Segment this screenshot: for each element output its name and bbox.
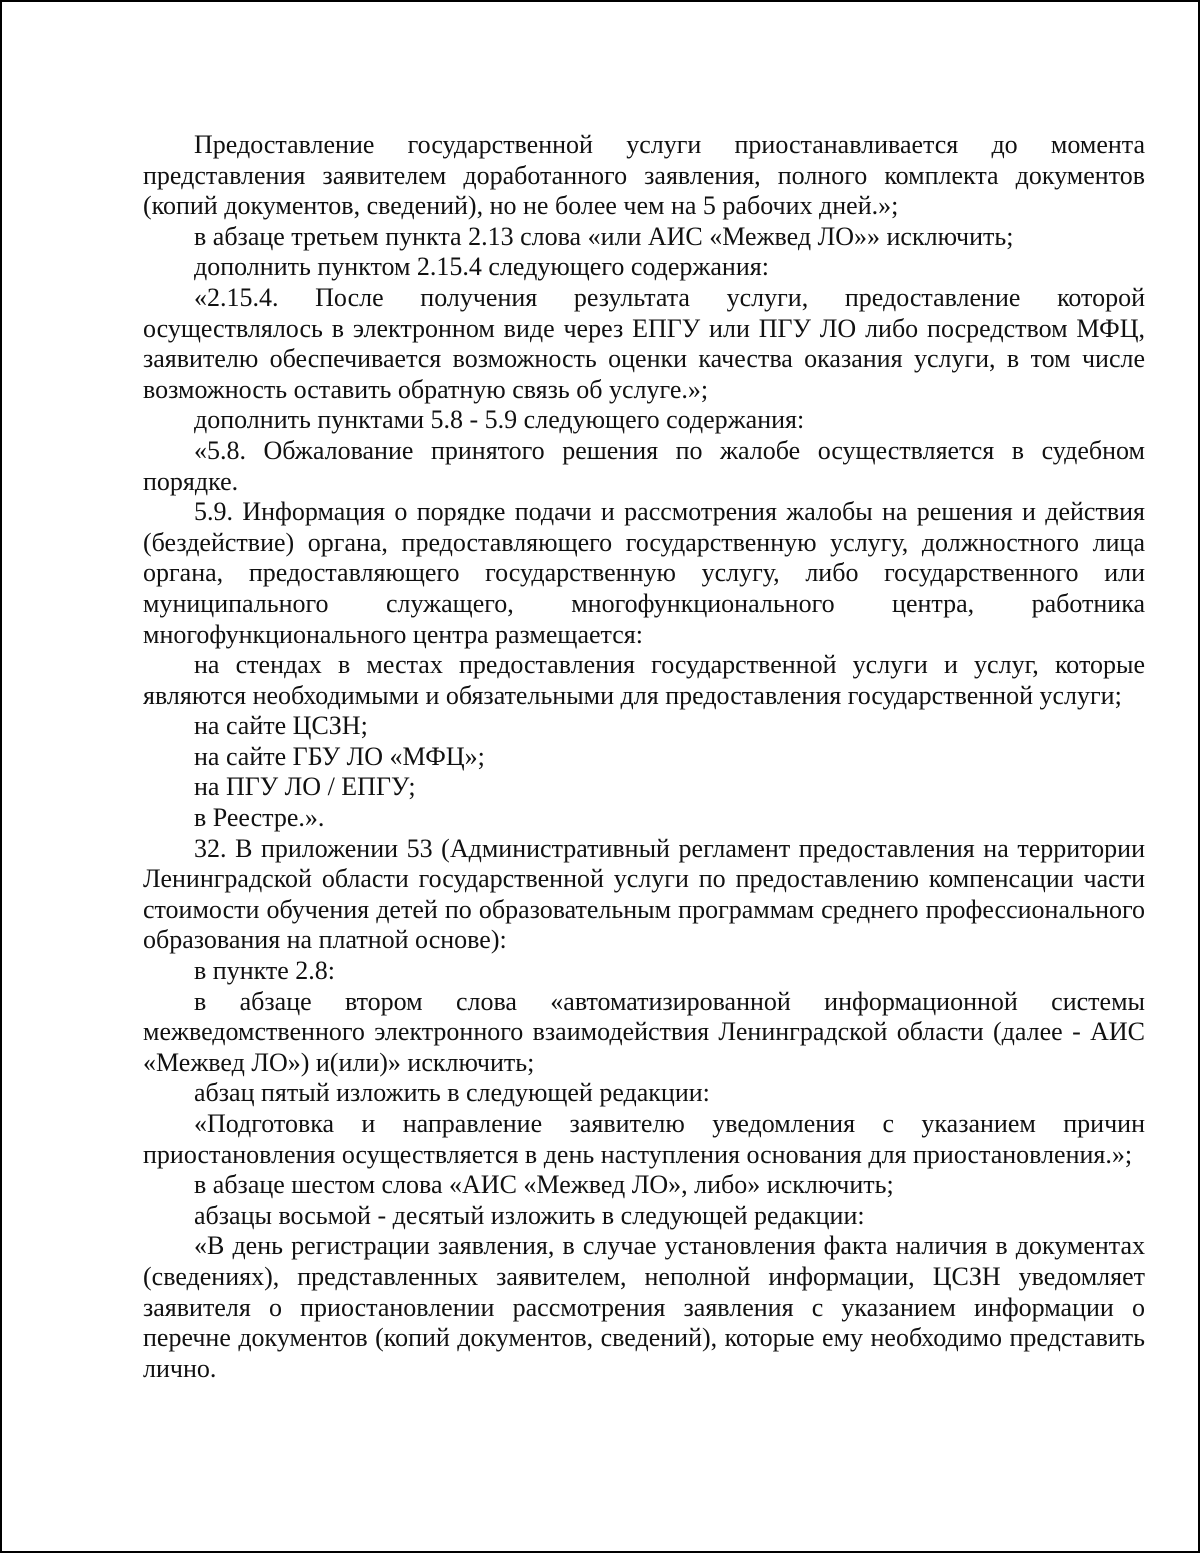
paragraph-item-32: 32. В приложении 53 (Административный регламент предоставления на территории Ленинградской области государственной услуги по предоставлению компенсации части стоимости обучения детей по образовательным программам среднего профессионального образования на платной основе): — [143, 833, 1145, 955]
document-page — [143, 130, 1145, 1384]
scan-border-left — [0, 0, 2, 1553]
paragraph-amend-2-13: в абзаце третьем пункта 2.13 слова «или АИС «Межвед ЛО»» исключить; — [194, 221, 1014, 251]
paragraph-eighth-tenth-abzac: абзацы восьмой - десятый изложить в следующей редакции: — [194, 1200, 865, 1230]
paragraph-5-9-text: 5.9. Информация о порядке подачи и рассмотрения жалобы на решения и действия (бездействие) органа, предоставляющего государственную услугу, должностного лица органа, предоставляющего государственную услугу, либо государственного или муниципального служащего, многофункционального центра, работника многофункционального центра размещается: — [143, 497, 1145, 649]
paragraph-site-mfc: на сайте ГБУ ЛО «МФЦ»; — [194, 741, 485, 771]
paragraph-point-2-8: в пункте 2.8: — [194, 956, 336, 986]
scan-border-top — [0, 0, 1200, 2]
paragraph-fifth-abzac: абзац пятый изложить в следующей редакции: — [194, 1078, 710, 1108]
paragraph-add-5-8-5-9: дополнить пунктами 5.8 - 5.9 следующего содержания: — [194, 405, 805, 435]
paragraph-registry: в Реестре.». — [194, 803, 325, 833]
paragraph-sixth-abzac: в абзаце шестом слова «АИС «Межвед ЛО», либо» исключить; — [194, 1170, 894, 1200]
paragraph-suspension-term: Предоставление государственной услуги приостанавливается до момента представления заявителем доработанного заявления, полного комплекта документов (копий документов, сведений), но не более чем на 5 рабочих дней.»; — [143, 130, 1145, 221]
paragraph-pgu-epgu: на ПГУ ЛО / ЕПГУ; — [194, 772, 416, 802]
paragraph-site-cszn: на сайте ЦСЗН; — [194, 711, 368, 741]
paragraph-2-15-4-text: «2.15.4. После получения результата услуги, предоставление которой осуществлялось в электронном виде через ЕПГУ или ПГУ ЛО либо посредством МФЦ, заявителю обеспечивается возможность оценки качества оказания услуги, в том числе возможность оставить обратную связь об услуге.»; — [143, 282, 1145, 404]
paragraph-second-abzac: в абзаце втором слова «автоматизированной информационной системы межведомственного электронного взаимодействия Ленинградской области (далее - АИС «Межвед ЛО») и(или)» исключить; — [143, 986, 1145, 1077]
paragraph-notification-text: «Подготовка и направление заявителю уведомления с указанием причин приостановления осуществляется в день наступления основания для приостановления.»; — [143, 1109, 1145, 1169]
paragraph-5-8-text: «5.8. Обжалование принятого решения по жалобе осуществляется в судебном порядке. — [143, 435, 1145, 496]
paragraph-registration-day: «В день регистрации заявления, в случае установления факта наличия в документах (сведениях), представленных заявителем, неполной информации, ЦСЗН уведомляет заявителя о приостановлении рассмотрения заявления с указанием информации о перечне документов (копий документов, сведений), которые ему необходимо представить лично. — [143, 1231, 1145, 1383]
paragraph-stands: на стендах в местах предоставления государственной услуги и услуг, которые являются необходимыми и обязательными для предоставления государственной услуги; — [143, 650, 1145, 710]
paragraph-add-2-15-4: дополнить пунктом 2.15.4 следующего содержания: — [194, 252, 769, 282]
